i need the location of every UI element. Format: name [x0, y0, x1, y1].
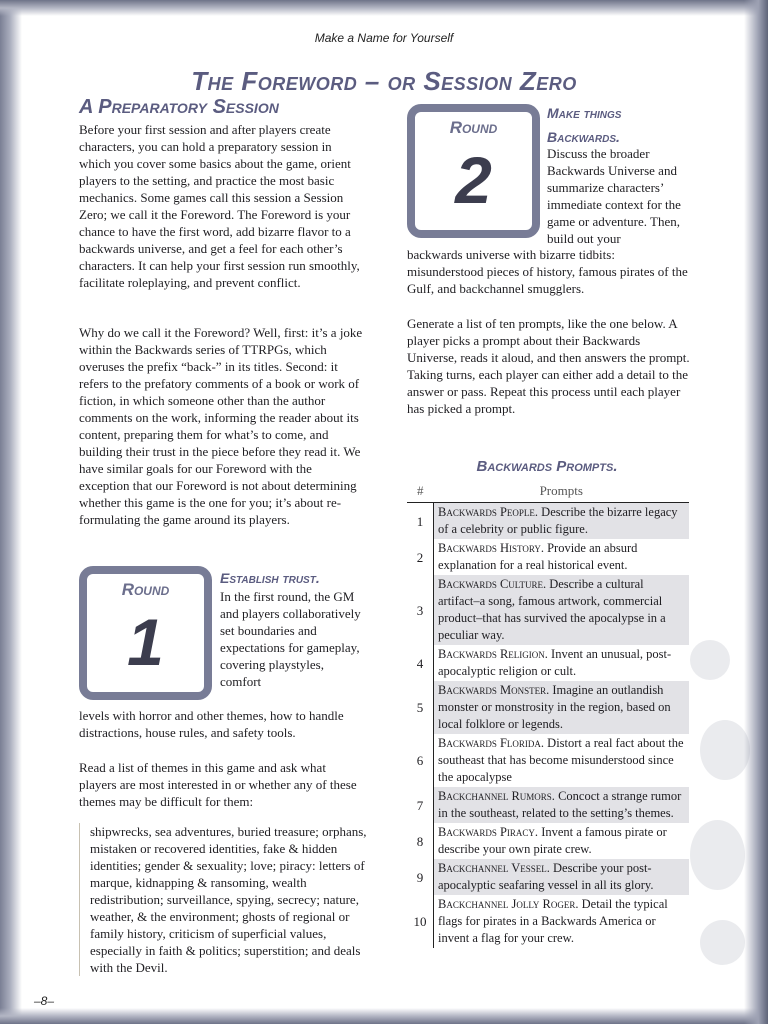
round-1-heading: Establish trust.: [220, 570, 320, 586]
prompt-name: Backwards Religion.: [438, 647, 548, 661]
table-row: [407, 895, 689, 948]
row-number: 8: [407, 823, 434, 859]
prompt-cell: [434, 787, 690, 823]
row-number: 7: [407, 787, 434, 823]
row-number: 1: [407, 503, 434, 540]
row-number: 9: [407, 859, 434, 895]
prompt-cell: [434, 895, 690, 948]
prompt-name: Backwards History.: [438, 541, 544, 555]
prompt-description: Describe your post-apocalyptic seafaring vessel in all its glory.: [438, 861, 654, 892]
prompt-name: Backwards Monster.: [438, 683, 550, 697]
prompts-table: [407, 478, 689, 948]
prompt-description: Imagine an outlandish monster or monstrosity in the region, based on local folklore or legends.: [438, 683, 671, 731]
prompt-name: Backwards Florida.: [438, 736, 545, 750]
bottom-border-texture: [0, 1008, 768, 1024]
table-title: Backwards Prompts.: [476, 458, 618, 475]
row-number: 2: [407, 539, 434, 575]
prompt-cell: [434, 823, 690, 859]
prompt-cell: [434, 734, 690, 787]
row-number: 3: [407, 575, 434, 645]
prompt-cell: [434, 645, 690, 681]
prompt-name: Backwards People.: [438, 505, 539, 519]
row-number: 10: [407, 895, 434, 948]
prompt-description: Concoct a strange rumor in the southeast, related to the setting’s themes.: [438, 789, 682, 820]
prompt-name: Backchannel Vessel.: [438, 861, 550, 875]
paragraph-intro: Before your first session and after players create characters, you can hold a preparatory session in which you cover some basics about the game, orient players to the setting, and practice the most basic mechanics. Some games call this session a Session Zero; we call it the Foreword. The Foreword is your chance to have the first word, add bizarre flavor to a backwards universe, and get a feel for each other’s characters. It can help your first session run smoothly, facilitate roleplaying, and prevent conflict.: [79, 122, 360, 290]
prompt-name: Backwards Piracy.: [438, 825, 539, 839]
prompt-cell: [434, 503, 690, 540]
ink-splatter: [690, 820, 745, 890]
table-row: [407, 539, 689, 575]
prompt-name: Backchannel Rumors.: [438, 789, 555, 803]
top-border-texture: [0, 0, 768, 16]
table-row: [407, 823, 689, 859]
round-1-label: Round: [121, 580, 170, 599]
round-1-text: In the first round, the GM and players collaboratively set boundaries and expectations for gameplay, covering playstyles, comfort: [220, 589, 361, 689]
round-2-number: 2: [455, 143, 492, 217]
prompt-name: Backchannel Jolly Roger.: [438, 897, 579, 911]
prompt-description: Detail the typical flags for pirates in a Backwards America or invent a flag for your crew.: [438, 897, 668, 945]
prompt-description: Distort a real fact about the southeast that has become misunderstood since the apocalypse: [438, 736, 684, 784]
prompt-cell: [434, 575, 690, 645]
ink-splatter: [700, 920, 745, 965]
round-2-label: Round: [449, 118, 498, 137]
prompt-description: Provide an absurd explanation for a real historical event.: [438, 541, 638, 572]
round-2-heading: Make things Backwards.: [547, 105, 622, 145]
round-2-text-continued: backwards universe with bizarre tidbits: misunderstood pieces of history, famous pirates of the Gulf, and backchannel smugglers.: [407, 247, 688, 296]
left-border-texture: [0, 0, 22, 1024]
table-row: [407, 734, 689, 787]
round-2-box: [407, 104, 540, 238]
ink-splatter: [700, 720, 750, 780]
prompt-name: Backwards Culture.: [438, 577, 547, 591]
round-1-box: [79, 566, 212, 700]
page-number: –8–: [34, 994, 55, 1008]
prompt-description: Describe a cultural artifact–a song, famous artwork, commercial product–that has survived the apocalypse in a peculiar way.: [438, 577, 666, 642]
row-number: 6: [407, 734, 434, 787]
prompt-cell: [434, 859, 690, 895]
right-border-texture: [744, 0, 768, 1024]
row-number: 4: [407, 645, 434, 681]
section-heading-preparatory: A Preparatory Session: [79, 96, 279, 118]
running-head: Make a Name for Yourself: [314, 31, 454, 45]
table-row: [407, 681, 689, 734]
page-title: The Foreword – or Session Zero: [191, 66, 577, 96]
table-row: [407, 645, 689, 681]
table-row: [407, 859, 689, 895]
paragraph-foreword-explanation: Why do we call it the Foreword? Well, first: it’s a joke within the Backwards series of TTRPGs, which overuses the prefix “back-” in its titles. Second: it refers to the prefatory comments of a book or work of fiction, in which someone other than the author comments on the work, informing the reader about its content, preparing them for what’s to come, and building their trust in the piece before they read it. We have similar goals for our Foreword with the exception that our Foreword is not about determining whether this game is the one for you; it’s about re-formulating the game around its players.: [79, 325, 363, 527]
round-1-number: 1: [127, 605, 164, 679]
prompt-description: Invent a famous pirate or describe your own pirate crew.: [438, 825, 667, 856]
table-row: [407, 575, 689, 645]
paragraph-themes-intro: Read a list of themes in this game and ask what players are most interested in or whether any of these themes may be difficult for them:: [79, 760, 357, 809]
table-header-row: [407, 478, 689, 503]
ink-splatter: [690, 640, 730, 680]
table-row: [407, 503, 689, 540]
prompt-description: Describe the bizarre legacy of a celebrity or public figure.: [438, 505, 678, 536]
row-number: 5: [407, 681, 434, 734]
column-header-prompts: Prompts: [434, 478, 690, 503]
column-header-number: #: [407, 478, 434, 503]
prompt-description: Invent an unusual, post-apocalyptic religion or cult.: [438, 647, 672, 678]
round-2-text: Discuss the broader Backwards Universe and summarize characters’ immediate context for the game or adventure. Then, build out your: [547, 146, 681, 246]
themes-list: shipwrecks, sea adventures, buried treasure; orphans, mistaken or recovered identities, fake & hidden identities; gender & sexuality; love; piracy: letters of marque, kidnapping & ransoming, wealth redistribution; surveillance, spying, secrecy; nature, weather, & the environment; ghosts of regional or family history, criticism of superficial values, especially in faith & politics; superstition; and deals with the Devil.: [79, 823, 375, 976]
paragraph-prompts-instructions: Generate a list of ten prompts, like the one below. A player picks a prompt about their Backwards Universe, reads it aloud, and then answers the prompt. Taking turns, each player can either add a detail to the answer or pass. Repeat this process until each player has picked a prompt.: [407, 316, 690, 416]
prompt-cell: [434, 539, 690, 575]
table-row: [407, 787, 689, 823]
round-1-text-continued: levels with horror and other themes, how to handle distractions, house rules, and safety tools.: [79, 708, 344, 740]
prompt-cell: [434, 681, 690, 734]
